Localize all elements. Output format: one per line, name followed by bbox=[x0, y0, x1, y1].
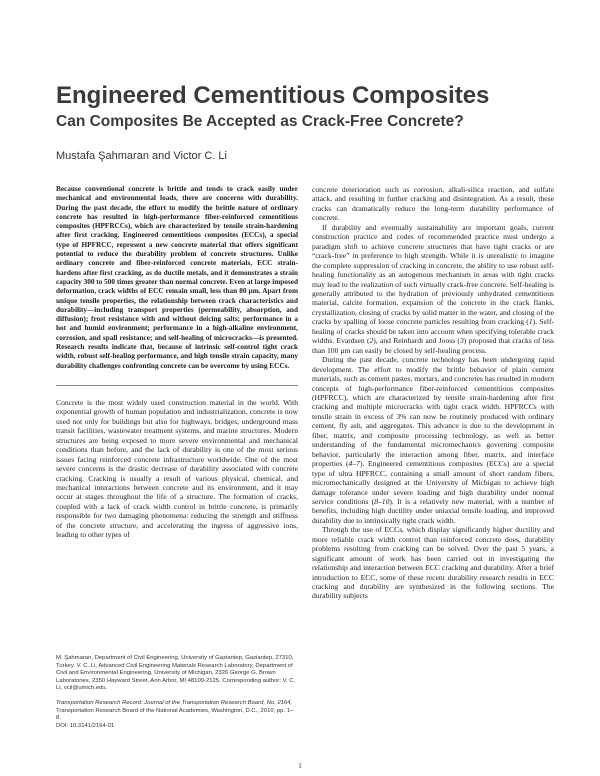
author-line: Mustafa Şahmaran and Victor C. Li bbox=[56, 150, 227, 162]
doi: DOI: 10.3141/2164-01 bbox=[56, 722, 115, 729]
article-subtitle: Can Composites Be Accepted as Crack-Free Concrete? bbox=[56, 113, 464, 130]
left-body-text bbox=[56, 398, 298, 540]
abstract-text: Because conventional concrete is brittle and tends to crack easily under mechanical and environmental loads, there are concerns with durability. During the past decade, the effort to modify the brittle nature of ordinary concrete has resulted in high-performance fiber-reinforced cementitious composites (HPFRCCs), which are characterized by tensile strain-hardening after first cracking. Engineered cementitious composites (ECCs), a special type of HPFRCC, represent a new concrete material that offers significant potential to reduce the durability problem of concrete structures. Unlike ordinary concrete and fiber-reinforced concrete materials, ECC strain-hardens after first cracking, as do ductile metals, and it demonstrates a strain capacity 300 to 500 times greater than normal concrete. Even at large imposed deformation, crack widths of ECC remain small, less than 80 µm. Apart from unique tensile properties, the relationship between crack characteristics and durability—including transport properties (permeability, absorption, and diffusion); frost resistance with and without deicing salts; performance in a hot and humid environment; performance in a high-alkaline environment, corrosion, and spall resistance; and self-healing of microcracks—is presented. Research results indicate that, because of intrinsic self-control tight crack width, robust self-healing performance, and high tensile strain capacity, many durability challenges confronting concrete can be overcome by using ECCs. bbox=[56, 185, 298, 370]
abstract bbox=[56, 185, 298, 371]
citation: 1 bbox=[528, 317, 533, 327]
citation: 3 bbox=[459, 336, 464, 346]
paragraph: concrete deterioration such as corrosion, alkali-silica reaction, and sulfate attack, and resulting in further cracking and disintegration. As a result, these cracks can dramatically reduce the long-term durability performance of concrete. bbox=[312, 185, 554, 223]
citation: 4–7 bbox=[348, 459, 360, 469]
footnote bbox=[56, 655, 298, 737]
citation: 8–10 bbox=[374, 496, 390, 506]
article-title: Engineered Cementitious Composites bbox=[56, 82, 490, 109]
citation: 2 bbox=[369, 336, 374, 346]
paragraph: If durability and eventually sustainability are important goals, current construction practice and codes of recommended practice must undergo a paradigm shift to achieve concrete structures that have tight cracks or are “crack-free” in preference to high strength. While it is unrealistic to imagine the complete suppression of cracking in concrete, the ability to use robust self-healing functionality as an autogenous mechanism in areas with tight cracks may lead to the realization of such virtually crack-free concrete. Self-healing is generally attributed to the hydration of previously unhydrated cementitious material, calcite formation, expansion of the concrete in the crack flanks, crystallization, closing of cracks by solid matter in the water, and closing of the cracks by spalling of loose concrete particles resulting from cracking (1). Self-healing of cracks should be taken into account when specifying tolerable crack widths. Evardsen (2), and Reinhardt and Jooss (3) proposed that cracks of less than 100 µm can easily be closed by self-healing process. bbox=[312, 222, 555, 355]
right-column bbox=[312, 185, 554, 601]
paragraph: Concrete is the most widely used construction material in the world. With exponential growth of human population and industrialization, concrete is now used not only for buildings but also for highways, bridges, underground mass transit facilities, wastewater treatment systems, and marine structures. Modern structures are being exposed to more severe environmental and mechanical conditions than before, and the lack of durability is one of the most serious issues facing reinforced concrete infrastructure worldwide. One of the most severe concerns is the drastic decrease of durability associated with concrete cracking. Cracking is usually a result of various physical, chemical, and mechanical interactions between concrete and its environment, and it may occur at stages throughout the life of a structure. The formation of cracks, coupled with a lack of crack width control in brittle concrete, is primarily responsible for two damaging phenomena: reducing the strength and stiffness of the concrete structure, and accelerating the ingress of aggressive ions, leading to other types of bbox=[56, 397, 298, 540]
left-column bbox=[56, 185, 298, 540]
right-body-text bbox=[312, 185, 554, 601]
paragraph: During the past decade, concrete technology has been undergoing rapid development. The effort to modify the brittle behavior of plain cement materials, such as cement pastes, mortars, and concretes has resulted in modern concepts of high-performance fiber-reinforced cementitious composites (HPFRCC), which are characterized by tensile strain-hardening after first cracking and multiple microcracks with tight crack width. HPFRCCs with tensile strain in excess of 3% can now be routinely produced with ordinary cement, fly ash, and aggregates. This advance is due to the development in fiber, matrix, and composite processing technology, as well as better understanding of the fundamental micromechanics governing composite behavior, particularly the interaction among fiber, matrix, and interface properties (4–7). Engineered cementitious composites (ECCs) are a special type of ultra HPFRCC, containing a small amount of short random fibers, micromechanically designed at the University of Michigan to achieve high damage tolerance under severe loading and high durability under normal service conditions (8–10). It is a relatively new material, with a number of benefits, including high ductility under uniaxial tensile loading, and improved durability due to intrinsically tight crack width. bbox=[312, 355, 555, 525]
abstract-divider bbox=[56, 385, 298, 386]
author-affiliation: M. Şahmaran, Department of Civil Engineering, University of Gaziantep, Gaziantep, 27310, Turkey. V. C. Li, Advanced Civil Engineering Materials Research Laboratory, Department of Civil and Environmental Engineering, University of Michigan, 2326 George G. Brown Laboratories, 2350 Hayward Street, Ann Arbor, MI 48109-2125. Corresponding author: V. C. Li, vcli@umich.edu. bbox=[56, 655, 296, 692]
journal-citation: Transportation Research Record: Journal of the Transportation Research Board, No. 2164, Transportation Research Board of the National Academies, Washington, D.C., 2010, pp. 1–8. DOI: 10.3141/2164-01 bbox=[56, 699, 294, 729]
paragraph: Through the use of ECCs, which display significantly higher ductility and more reliable crack width control than reinforced concrete does, durability problems resulting from cracking can be solved. Over the past 5 years, a significant amount of work has been carried out in investigating the relationship and interaction between ECC cracking and durability. After a brief introduction to ECC, some of these recent durability research results in ECC cracking and durability are synthesized in the following sections. The durability subjects bbox=[312, 525, 554, 601]
page-number: 1 bbox=[298, 762, 302, 770]
